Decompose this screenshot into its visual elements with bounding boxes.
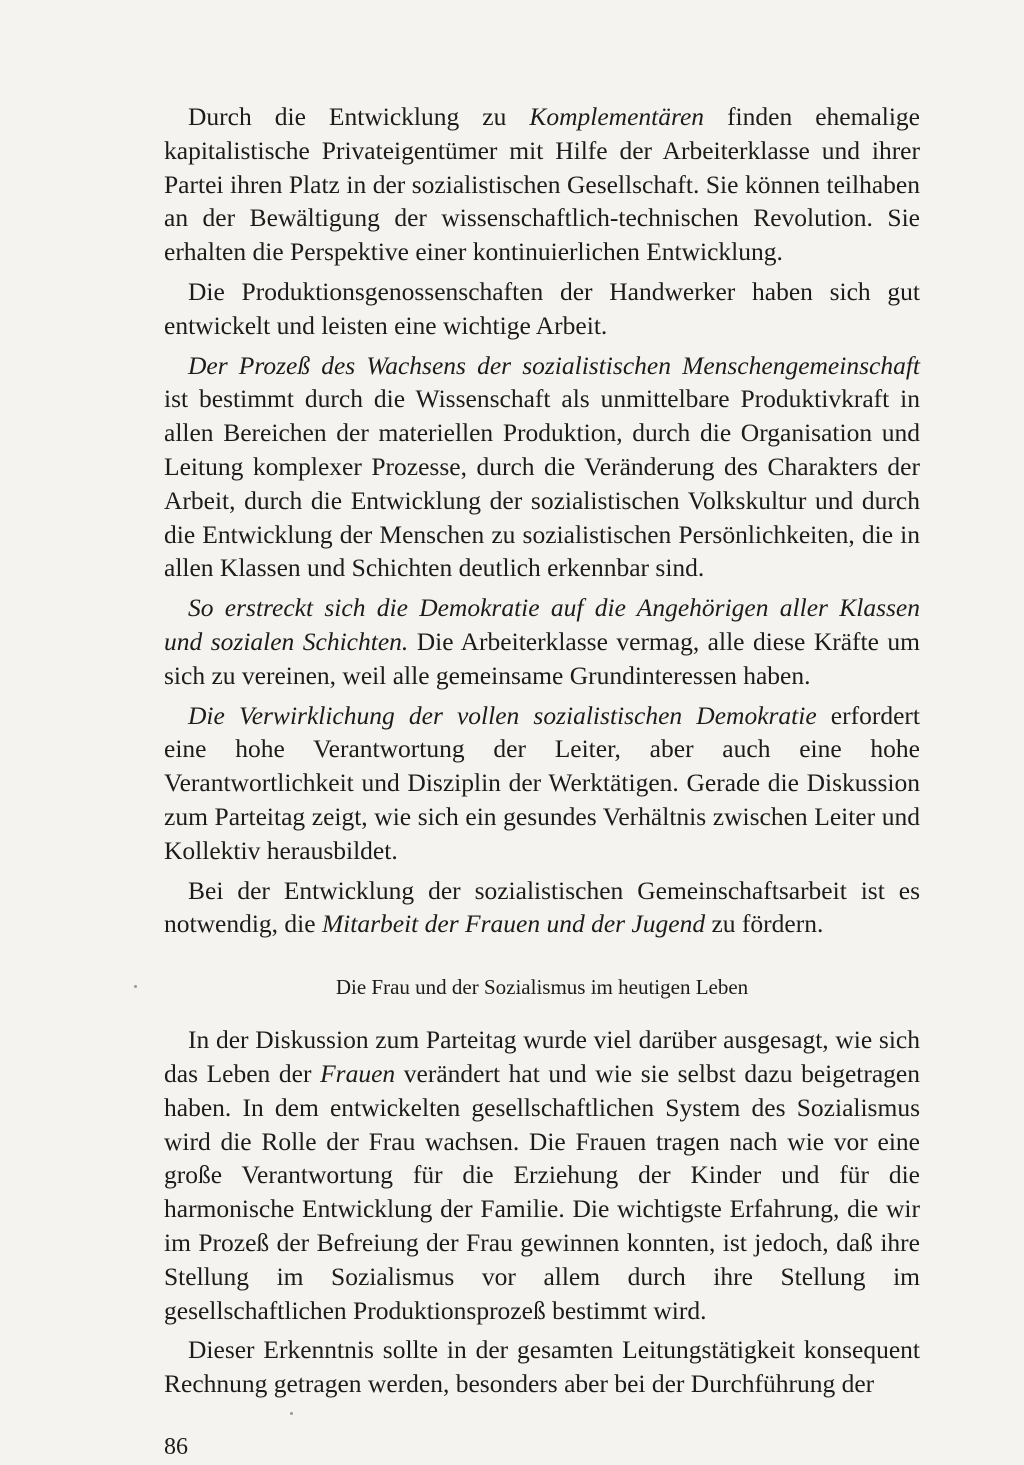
text-run: verändert hat und wie sie selbst dazu beigetragen haben. In dem entwickelten gesellschaftlichen System des Sozialismus wird die Rolle der Frau wachsen. Die Frauen tragen nach wie vor eine große Verantwortung für die Erziehung der Kinder und für die harmonische Entwicklung der Familie. Die wichtigste Erfahrung, die wir im Prozeß der Befreiung der Frau gewinnen konnten, ist jedoch, daß ihre Stellung im Sozialismus vor allem durch ihre Stellung im gesellschaftlichen Produktionsprozeß bestimmt wird. bbox=[164, 1058, 920, 1325]
paragraph bbox=[164, 275, 920, 343]
emphasis-text: Der Prozeß des Wachsens der sozialistischen Menschengemeinschaft bbox=[188, 350, 920, 380]
text-run: Die Produktionsgenossenschaften der Handwerker haben sich gut entwickelt und leisten eine wichtige Arbeit. bbox=[164, 276, 920, 340]
paragraph bbox=[164, 1023, 920, 1327]
paragraph bbox=[164, 1333, 920, 1401]
paragraph bbox=[164, 100, 920, 269]
emphasis-text: Frauen bbox=[320, 1058, 396, 1088]
emphasis-text: Komplementären bbox=[529, 102, 705, 131]
paragraph bbox=[164, 874, 920, 942]
page-number: 86 bbox=[164, 1433, 188, 1460]
text-run: Bei der Entwicklung der sozialistischen Gemeinschaftsarbeit ist es notwendig, die bbox=[164, 875, 920, 939]
document-page bbox=[164, 100, 920, 1465]
text-run: finden ehemalige kapitalistische Privateigentümer mit Hilfe der Arbeiterklasse und ihrer Partei ihren Platz in der sozialistischen Gesellschaft. Sie können teilhaben an der Bewältigung der wissenschaftlich-technischen Revolution. Sie erhalten die Perspektive einer kontinuierlichen Entwicklung. bbox=[164, 102, 921, 267]
text-run: Dieser Erkenntnis sollte in der gesamten Leitungstätigkeit konsequent Rechnung getragen werden, besonders aber bei der Durchführung der bbox=[164, 1335, 920, 1399]
emphasis-text: So erstreckt sich die Demokratie auf die Angehörigen aller Klassen und sozialen Schichten. bbox=[164, 593, 920, 656]
body-text-after-heading bbox=[164, 1023, 920, 1401]
text-run: zu fördern. bbox=[705, 909, 824, 939]
emphasis-text: Die Verwirklichung der vollen sozialistischen Demokratie bbox=[188, 700, 817, 730]
emphasis-text: Mitarbeit der Frauen und der Jugend bbox=[321, 909, 706, 939]
text-run: Die Arbeiterklasse vermag, alle diese Kräfte um sich zu vereinen, weil alle gemeinsame Grundinteressen haben. bbox=[164, 626, 920, 690]
paragraph bbox=[164, 349, 920, 586]
paragraph bbox=[164, 591, 920, 692]
scan-speck bbox=[134, 985, 137, 988]
scan-speck bbox=[290, 1412, 293, 1415]
text-run: erfordert eine hohe Verantwortung der Leiter, aber auch eine hohe Verantwortlichkeit und Disziplin der Werktätigen. Gerade die Diskussion zum Parteitag zeigt, wie sich ein gesundes Verhältnis zwischen Leiter und Kollektiv herausbildet. bbox=[164, 700, 920, 865]
text-run: Durch die Entwicklung zu bbox=[188, 102, 530, 131]
body-text-before-heading bbox=[164, 100, 920, 941]
section-heading: Die Frau und der Sozialismus im heutigen Leben bbox=[335, 975, 749, 1000]
text-run: ist bestimmt durch die Wissenschaft als unmittelbare Produktivkraft in allen Bereichen der materiellen Produktion, durch die Organisation und Leitung komplexer Prozesse, durch die Veränderung des Charakters der Arbeit, durch die Entwicklung der sozialistischen Volkskultur und durch die Entwicklung der Menschen zu sozialistischen Persönlichkeiten, die in allen Klassen und Schichten deutlich erkennbar sind. bbox=[164, 384, 920, 583]
paragraph bbox=[164, 699, 920, 868]
text-run: In der Diskussion zum Parteitag wurde viel darüber ausgesagt, wie sich das Leben der bbox=[164, 1025, 920, 1088]
